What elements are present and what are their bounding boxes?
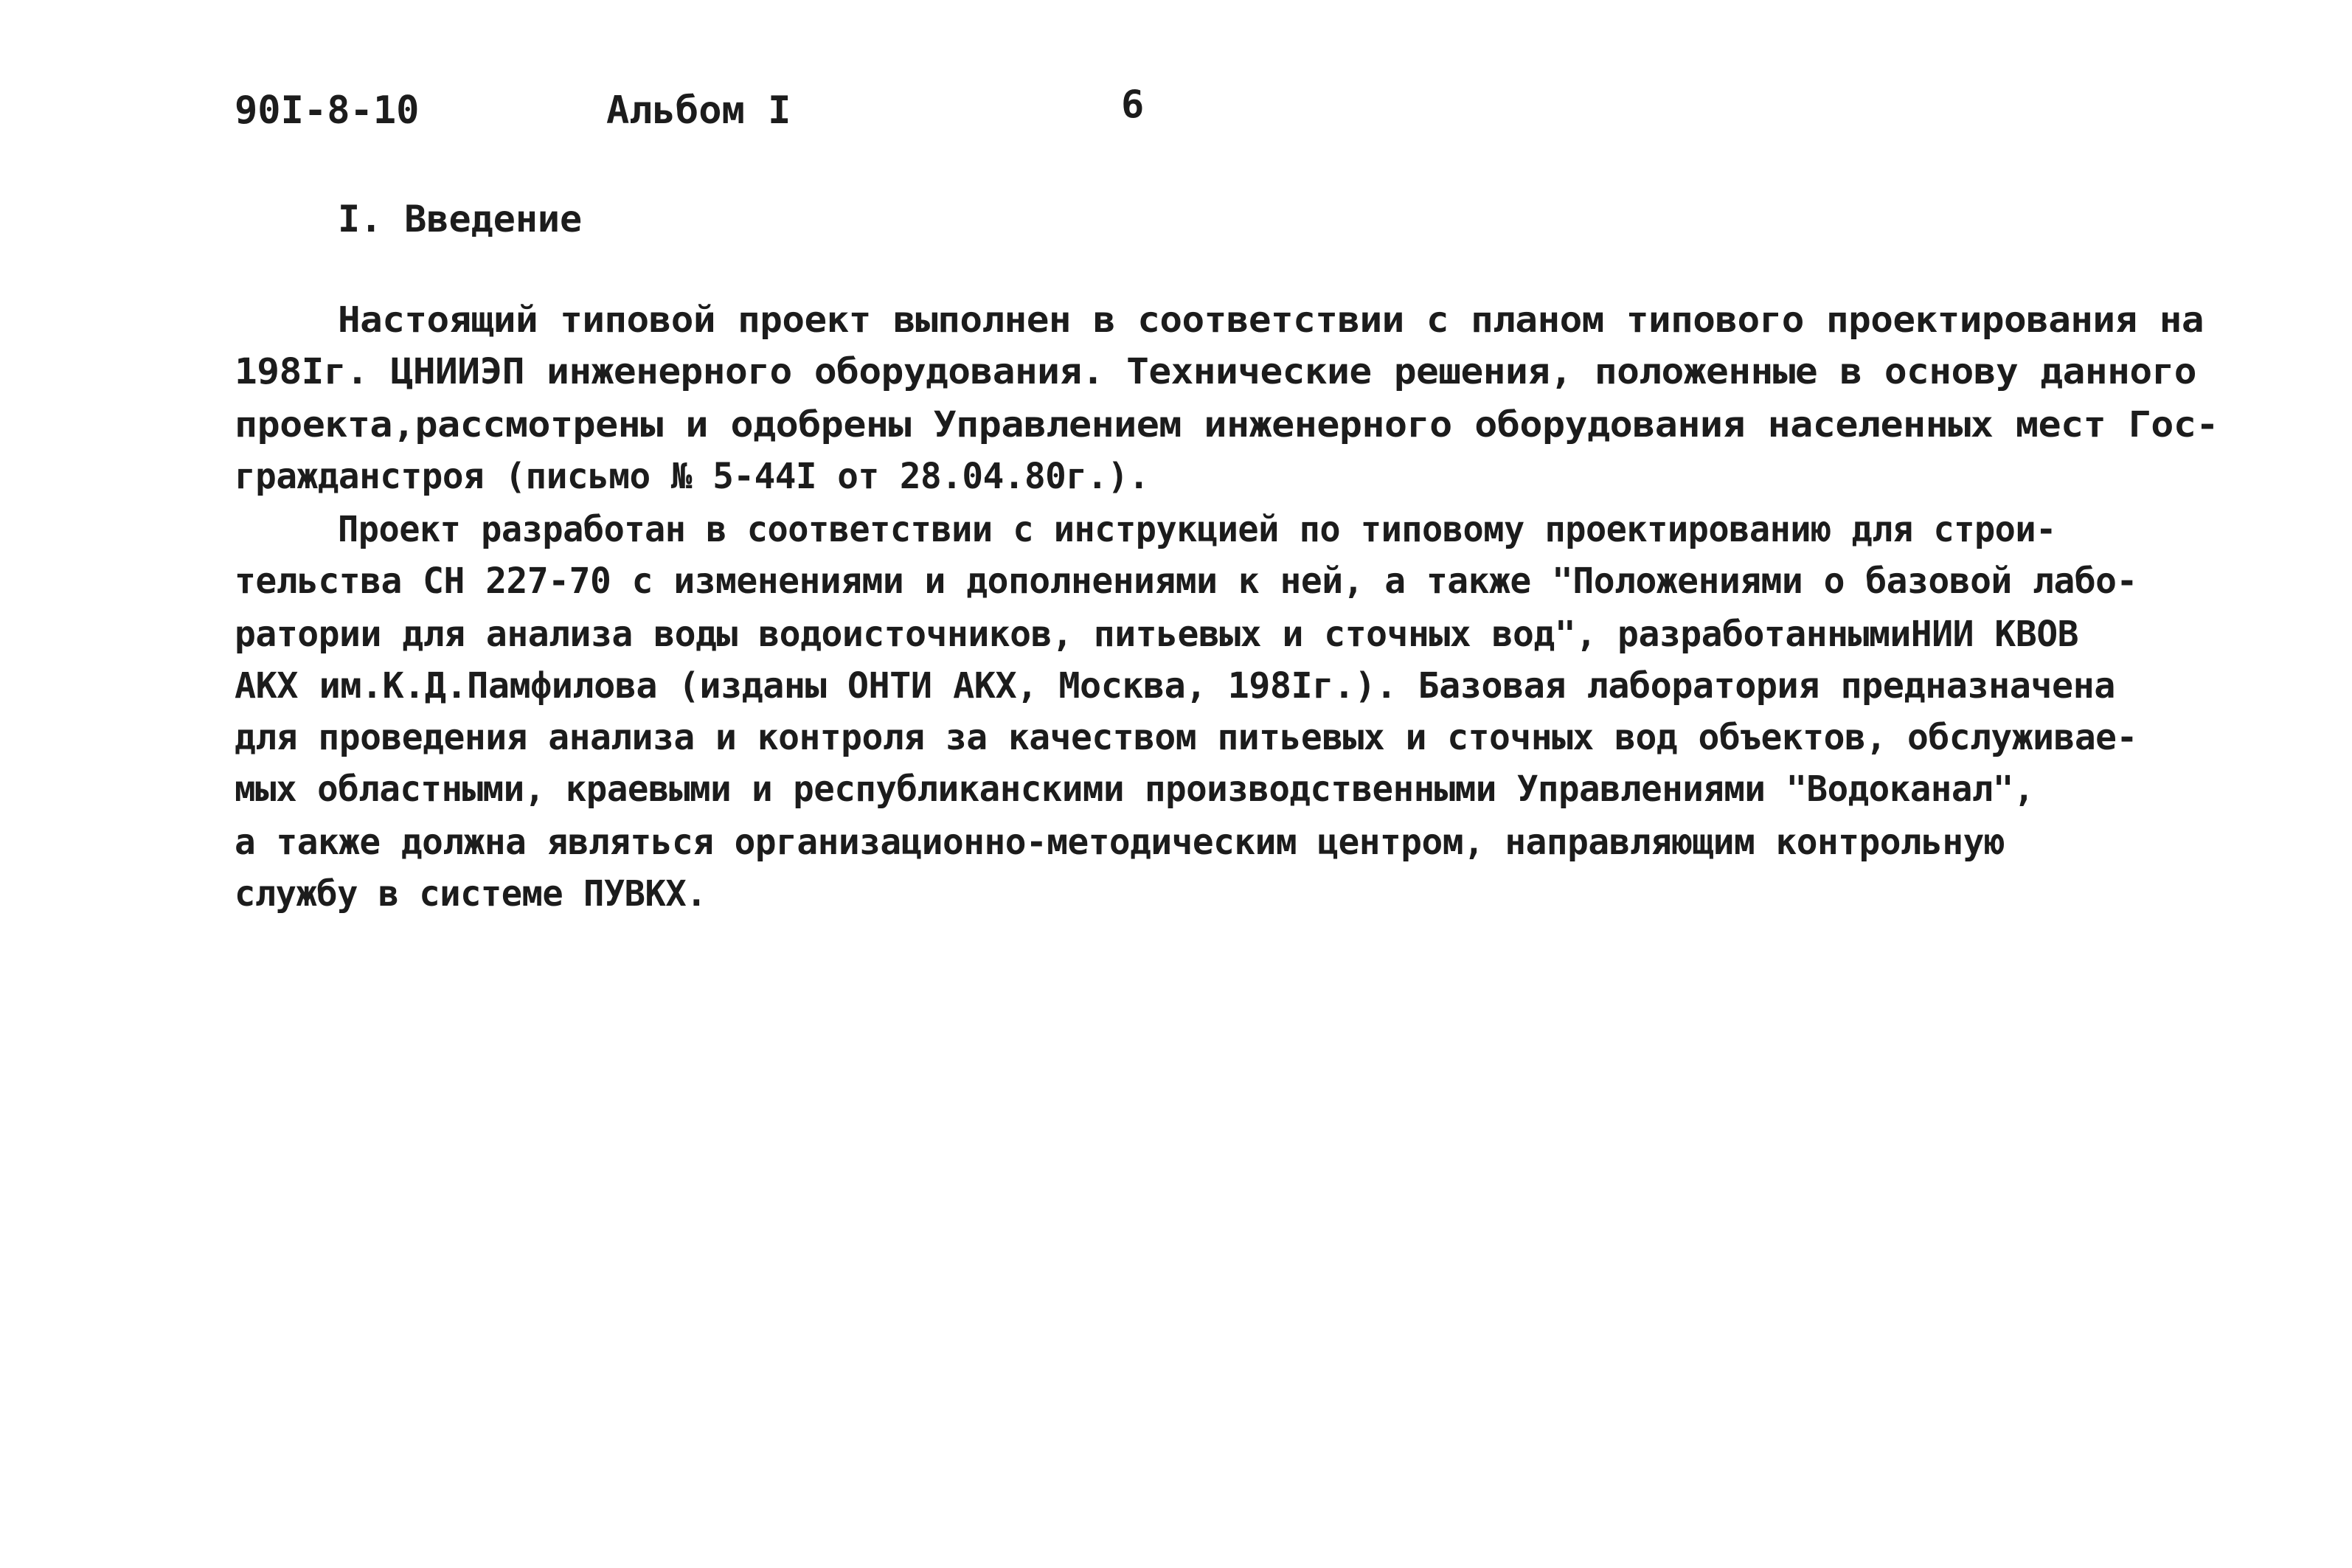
album-label: Альбом I (606, 89, 791, 133)
paragraph-line: мых областными, краевыми и республиканскими производственными Управлениями "Водоканал", (235, 769, 2035, 810)
document-code: 90I-8-10 (235, 89, 420, 133)
paragraph-line: для проведения анализа и контроля за качеством питьевых и сточных вод объектов, обслуживае- (235, 717, 2137, 758)
section-title: I. Введение (338, 198, 583, 240)
paragraph-line: Проект разработан в соответствии с инструкцией по типовому проектированию для строи- (338, 509, 2056, 550)
paragraph-line: ратории для анализа воды водоисточников, питьевых и сточных вод", разработаннымиНИИ КВОВ (235, 614, 2079, 655)
paragraph-line: гражданстроя (письмо № 5-44I от 28.04.80г.). (235, 456, 1150, 497)
paragraph-line: а также должна являться организационно-методическим центром, направляющим контрольную (235, 822, 2005, 863)
paragraph-line: службу в системе ПУВКХ. (235, 873, 707, 915)
paragraph-line: тельства СН 227-70 с изменениями и дополнениями к ней, а также "Положениями о базовой лабо- (235, 561, 2137, 602)
paragraph-line: Настоящий типовой проект выполнен в соответствии с планом типового проектирования на (338, 299, 2204, 341)
page-number: 6 (1121, 83, 1145, 127)
paragraph-line: АКХ им.К.Д.Памфилова (изданы ОНТИ АКХ, Москва, 198Iг.). Базовая лаборатория предназначена (235, 665, 2115, 707)
paragraph-line: проекта,рассмотрены и одобрены Управлением инженерного оборудования населенных мест Гос- (235, 404, 2219, 445)
paragraph-line: 198Iг. ЦНИИЭП инженерного оборудования. Технические решения, положенные в основу данного (235, 351, 2197, 392)
